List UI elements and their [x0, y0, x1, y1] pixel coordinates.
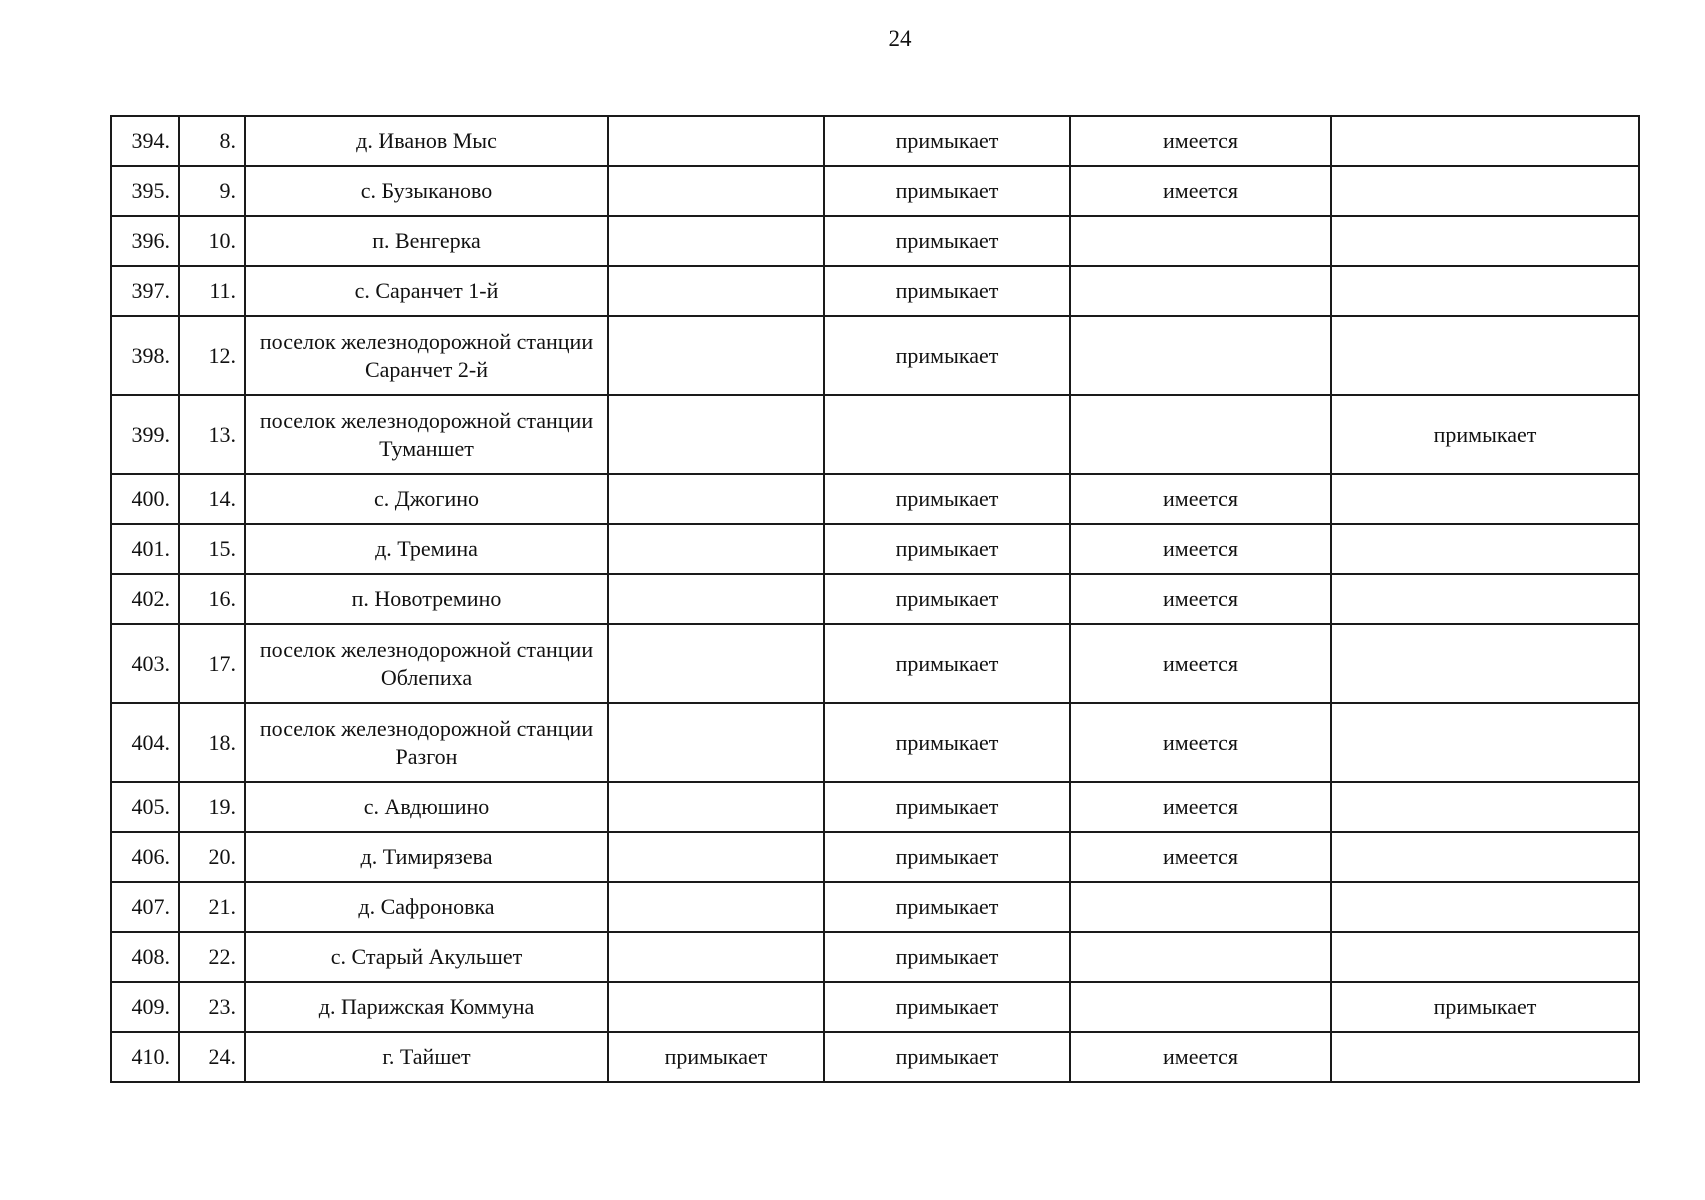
column-4-cell	[608, 882, 824, 932]
column-7-cell	[1331, 216, 1639, 266]
column-4-cell	[608, 316, 824, 395]
column-6-cell	[1070, 932, 1331, 982]
column-6-cell: имеется	[1070, 524, 1331, 574]
column-6-cell: имеется	[1070, 1032, 1331, 1082]
column-4-cell	[608, 166, 824, 216]
row-number-cell: 395.	[111, 166, 179, 216]
sub-number-cell: 24.	[179, 1032, 245, 1082]
sub-number-cell: 17.	[179, 624, 245, 703]
column-5-cell: примыкает	[824, 932, 1070, 982]
settlement-name-cell: п. Венгерка	[245, 216, 608, 266]
column-7-cell	[1331, 882, 1639, 932]
row-number-cell: 396.	[111, 216, 179, 266]
table-row	[111, 524, 1639, 574]
column-4-cell	[608, 982, 824, 1032]
settlement-name-cell: п. Новотремино	[245, 574, 608, 624]
sub-number-cell: 18.	[179, 703, 245, 782]
column-6-cell	[1070, 982, 1331, 1032]
column-4-cell	[608, 832, 824, 882]
row-number-cell: 400.	[111, 474, 179, 524]
table-row	[111, 882, 1639, 932]
column-7-cell	[1331, 266, 1639, 316]
column-4-cell	[608, 782, 824, 832]
settlement-name-cell: поселок железнодорожной станции Саранчет 2-й	[245, 316, 608, 395]
table-row	[111, 832, 1639, 882]
table-row	[111, 116, 1639, 166]
column-5-cell: примыкает	[824, 316, 1070, 395]
column-4-cell	[608, 116, 824, 166]
column-4-cell	[608, 932, 824, 982]
settlement-name-cell: поселок железнодорожной станции Облепиха	[245, 624, 608, 703]
table-row	[111, 624, 1639, 703]
settlement-name-cell: с. Авдюшино	[245, 782, 608, 832]
settlement-name-cell: с. Джогино	[245, 474, 608, 524]
table-row	[111, 395, 1639, 474]
column-7-cell	[1331, 474, 1639, 524]
column-5-cell: примыкает	[824, 982, 1070, 1032]
row-number-cell: 404.	[111, 703, 179, 782]
settlement-name-cell: г. Тайшет	[245, 1032, 608, 1082]
table-row	[111, 932, 1639, 982]
row-number-cell: 408.	[111, 932, 179, 982]
column-5-cell: примыкает	[824, 624, 1070, 703]
column-6-cell: имеется	[1070, 116, 1331, 166]
row-number-cell: 403.	[111, 624, 179, 703]
column-6-cell	[1070, 216, 1331, 266]
row-number-cell: 394.	[111, 116, 179, 166]
page-number: 24	[888, 26, 912, 51]
table-row	[111, 166, 1639, 216]
column-5-cell: примыкает	[824, 524, 1070, 574]
column-6-cell: имеется	[1070, 166, 1331, 216]
sub-number-cell: 22.	[179, 932, 245, 982]
settlement-name-cell: д. Парижская Коммуна	[245, 982, 608, 1032]
column-6-cell: имеется	[1070, 832, 1331, 882]
column-4-cell	[608, 574, 824, 624]
column-5-cell: примыкает	[824, 782, 1070, 832]
row-number-cell: 406.	[111, 832, 179, 882]
table-row	[111, 703, 1639, 782]
column-5-cell: примыкает	[824, 266, 1070, 316]
settlement-name-cell: с. Саранчет 1-й	[245, 266, 608, 316]
column-7-cell	[1331, 524, 1639, 574]
sub-number-cell: 19.	[179, 782, 245, 832]
sub-number-cell: 10.	[179, 216, 245, 266]
sub-number-cell: 16.	[179, 574, 245, 624]
column-6-cell: имеется	[1070, 474, 1331, 524]
settlement-name-cell: с. Бузыканово	[245, 166, 608, 216]
column-6-cell	[1070, 266, 1331, 316]
column-7-cell	[1331, 574, 1639, 624]
settlement-name-cell: д. Иванов Мыс	[245, 116, 608, 166]
row-number-cell: 401.	[111, 524, 179, 574]
column-7-cell	[1331, 932, 1639, 982]
column-5-cell: примыкает	[824, 574, 1070, 624]
column-7-cell	[1331, 624, 1639, 703]
column-5-cell: примыкает	[824, 882, 1070, 932]
column-6-cell: имеется	[1070, 703, 1331, 782]
column-7-cell	[1331, 832, 1639, 882]
column-5-cell: примыкает	[824, 703, 1070, 782]
column-4-cell	[608, 216, 824, 266]
column-6-cell: имеется	[1070, 624, 1331, 703]
settlement-name-cell: поселок железнодорожной станции Туманшет	[245, 395, 608, 474]
column-5-cell: примыкает	[824, 1032, 1070, 1082]
table-body	[111, 116, 1639, 1082]
column-4-cell	[608, 624, 824, 703]
sub-number-cell: 12.	[179, 316, 245, 395]
sub-number-cell: 8.	[179, 116, 245, 166]
column-7-cell	[1331, 316, 1639, 395]
column-7-cell	[1331, 116, 1639, 166]
table-row	[111, 982, 1639, 1032]
settlement-name-cell: с. Старый Акульшет	[245, 932, 608, 982]
table-row	[111, 266, 1639, 316]
sub-number-cell: 11.	[179, 266, 245, 316]
row-number-cell: 407.	[111, 882, 179, 932]
table-row	[111, 216, 1639, 266]
column-4-cell	[608, 266, 824, 316]
column-5-cell: примыкает	[824, 216, 1070, 266]
column-6-cell	[1070, 316, 1331, 395]
column-7-cell	[1331, 1032, 1639, 1082]
table-row	[111, 574, 1639, 624]
column-7-cell: примыкает	[1331, 982, 1639, 1032]
column-7-cell: примыкает	[1331, 395, 1639, 474]
sub-number-cell: 21.	[179, 882, 245, 932]
column-7-cell	[1331, 782, 1639, 832]
sub-number-cell: 20.	[179, 832, 245, 882]
settlement-name-cell: д. Тремина	[245, 524, 608, 574]
column-5-cell	[824, 395, 1070, 474]
column-7-cell	[1331, 166, 1639, 216]
row-number-cell: 397.	[111, 266, 179, 316]
settlement-name-cell: д. Тимирязева	[245, 832, 608, 882]
column-7-cell	[1331, 703, 1639, 782]
row-number-cell: 405.	[111, 782, 179, 832]
sub-number-cell: 14.	[179, 474, 245, 524]
sub-number-cell: 15.	[179, 524, 245, 574]
column-6-cell	[1070, 395, 1331, 474]
table-row	[111, 782, 1639, 832]
row-number-cell: 398.	[111, 316, 179, 395]
column-5-cell: примыкает	[824, 166, 1070, 216]
column-5-cell: примыкает	[824, 832, 1070, 882]
column-4-cell	[608, 474, 824, 524]
settlement-name-cell: д. Сафроновка	[245, 882, 608, 932]
column-5-cell: примыкает	[824, 474, 1070, 524]
sub-number-cell: 9.	[179, 166, 245, 216]
sub-number-cell: 23.	[179, 982, 245, 1032]
row-number-cell: 402.	[111, 574, 179, 624]
column-6-cell: имеется	[1070, 782, 1331, 832]
table-row	[111, 1032, 1639, 1082]
settlement-name-cell: поселок железнодорожной станции Разгон	[245, 703, 608, 782]
column-5-cell: примыкает	[824, 116, 1070, 166]
column-6-cell	[1070, 882, 1331, 932]
row-number-cell: 409.	[111, 982, 179, 1032]
column-6-cell: имеется	[1070, 574, 1331, 624]
settlements-table	[110, 115, 1640, 1083]
row-number-cell: 410.	[111, 1032, 179, 1082]
column-4-cell	[608, 524, 824, 574]
column-4-cell	[608, 703, 824, 782]
column-4-cell: примыкает	[608, 1032, 824, 1082]
row-number-cell: 399.	[111, 395, 179, 474]
table-row	[111, 316, 1639, 395]
table-row	[111, 474, 1639, 524]
column-4-cell	[608, 395, 824, 474]
sub-number-cell: 13.	[179, 395, 245, 474]
